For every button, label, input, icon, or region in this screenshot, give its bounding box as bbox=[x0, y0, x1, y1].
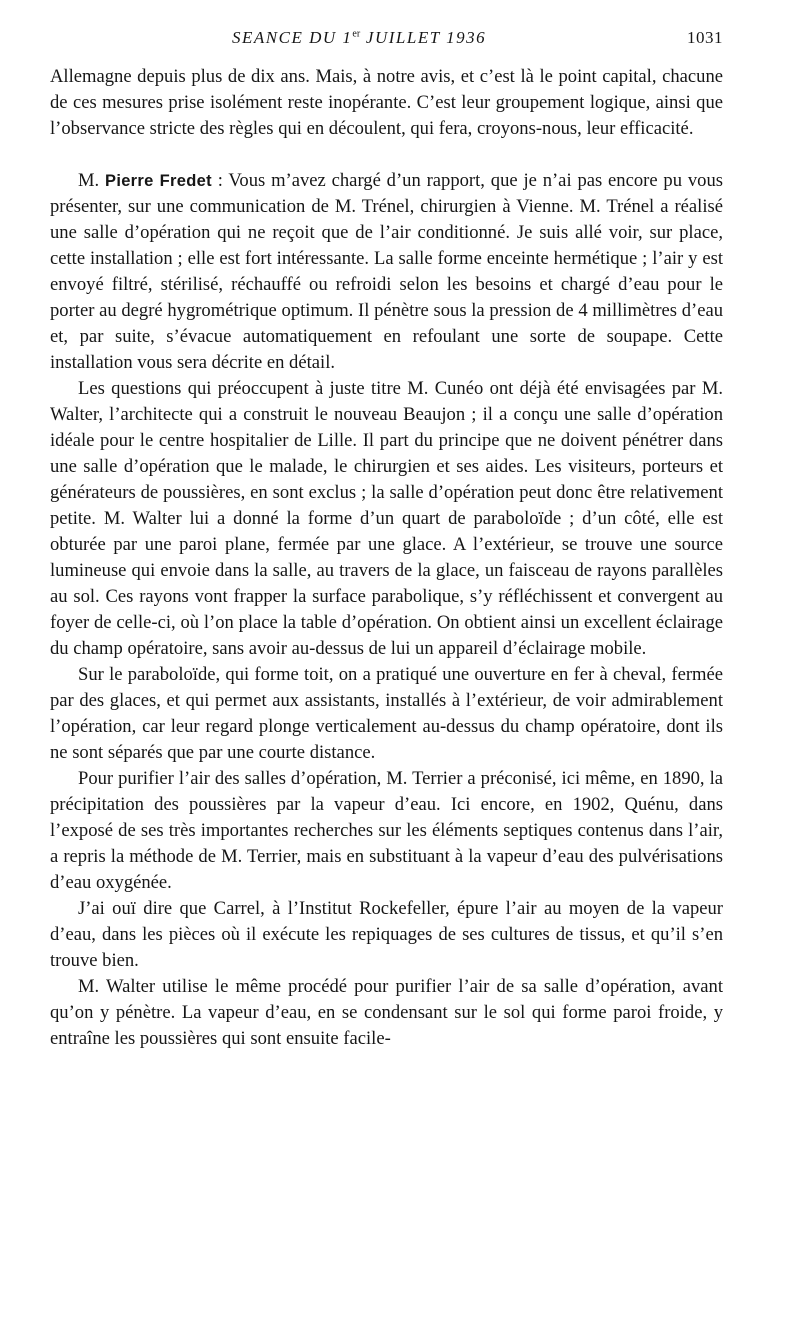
running-header bbox=[50, 28, 723, 56]
header-title bbox=[232, 28, 486, 48]
page bbox=[50, 28, 723, 1052]
body-text bbox=[50, 64, 723, 1052]
paragraph-continuation: Allemagne depuis plus de dix ans. Mais, à notre avis, et c’est là le point capital, chacune de ces mesures prise isolément reste inopérante. C’est leur groupement logique, ainsi que l’observance stricte des règles qui en découlent, qui fera, croyons-nous, leur efficacité. bbox=[50, 66, 723, 139]
paragraph-text: : Vous m’avez chargé d’un rapport, que je n’ai pas encore pu vous présenter, sur une communication de M. Trénel, chirurgien à Vienne. M. Trénel a réalisé une salle d’opération qui ne reçoit que de l’air conditionné. Je suis allé voir, sur place, cette installation ; elle est fort intéressante. La salle forme enceinte hermétique ; l’air y est envoyé filtré, stérilisé, réchauffé ou refroidi selon les besoins et chargé d’eau pour le porter au degré hygrométrique optimum. Il pénètre sous la pression de 4 millimètres d’eau et, par suite, s’évacue automatiquement en refoulant une sorte de soupape. Cette installation vous sera décrite en détail. bbox=[50, 170, 723, 373]
header-title-rest: JUILLET 1936 bbox=[360, 28, 487, 47]
paragraph-fredet-remarks bbox=[50, 168, 723, 376]
paragraph-air-purification: Pour purifier l’air des salles d’opération, M. Terrier a préconisé, ici même, en 1890, la précipitation des poussières par la vapeur d’eau. Ici encore, en 1902, Quénu, dans l’exposé de ses très importantes recherches sur les éléments septiques contenus dans l’air, a repris la méthode de M. Terrier, mais en substituant à la vapeur d’eau des pulvérisations d’eau oxygénée. bbox=[50, 768, 723, 893]
header-title-superscript: er bbox=[352, 28, 361, 40]
page-number: 1031 bbox=[687, 28, 723, 47]
paragraph-walter-operating-room: Les questions qui préoccupent à juste titre M. Cunéo ont déjà été envisagées par M. Walter, l’architecte qui a construit le nouveau Beaujon ; il a conçu une salle d’opération idéale pour le centre hospitalier de Lille. Il part du principe que ne doivent pénétrer dans une salle d’opération que le malade, le chirurgien et ses aides. Les visiteurs, porteurs et générateurs de poussières, en sont exclus ; la salle d’opération peut donc être relativement petite. M. Walter lui a donné la forme d’un quart de paraboloïde ; d’un côté, elle est obturée par une paroi plane, fermée par une glace. A l’extérieur, se trouve une source lumineuse qui envoie dans la salle, au travers de la glace, un faisceau de rayons parallèles au sol. Ces rayons vont frapper la surface parabolique, s’y réfléchissent et convergent au foyer de celle-ci, où l’on place la table d’opération. On obtient ainsi un excellent éclairage du champ opératoire, sans avoir au-dessus de lui un appareil d’éclairage mobile. bbox=[50, 378, 723, 659]
speaker-prefix: M. bbox=[78, 170, 106, 191]
paragraph-carrel: J’ai ouï dire que Carrel, à l’Institut Rockefeller, épure l’air au moyen de la vapeur d’eau, dans les pièces où il exécute les repiquages de ses cultures de tissus, et qu’il s’en trouve bien. bbox=[50, 898, 723, 971]
header-title-main: SEANCE DU 1 bbox=[232, 28, 353, 47]
paragraph-walter-procedure: M. Walter utilise le même procédé pour purifier l’air de sa salle d’opération, avant qu’on y pénètre. La vapeur d’eau, en se condensant sur le sol qui forme paroi froide, y entraîne les poussières qui sont ensuite facile- bbox=[50, 976, 723, 1049]
speaker-name: Pierre Fredet bbox=[105, 172, 212, 190]
paragraph-paraboloid-opening: Sur le paraboloïde, qui forme toit, on a pratiqué une ouverture en fer à cheval, fermée par des glaces, et qui permet aux assistants, installés à l’extérieur, de voir admirablement l’opération, car leur regard plonge verticalement au-dessus du champ opératoire, dont ils ne sont séparés que par une courte distance. bbox=[50, 664, 723, 763]
